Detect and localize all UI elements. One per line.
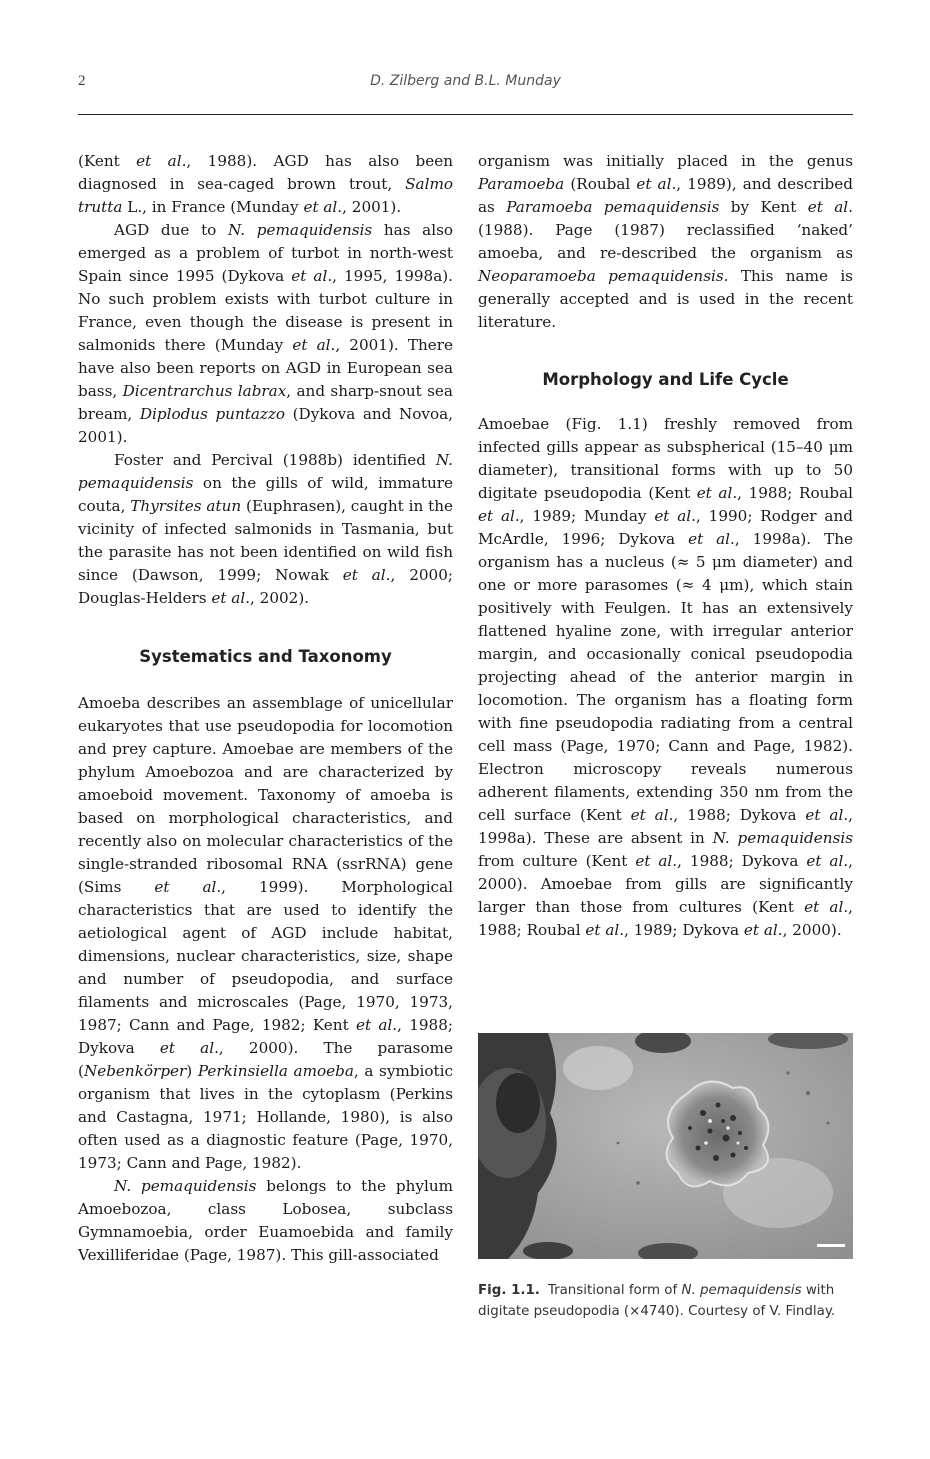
section-heading: Systematics and Taxonomy [139, 647, 392, 666]
text-run: ., 1989; Munday [514, 507, 655, 525]
micrograph-image [478, 1033, 853, 1259]
header-rule [78, 114, 853, 115]
text-run: ., 1998a). The organism has a nucleus (≈ 5 μm diameter) and one or more parasomes (≈ 4 μm), which stain positively with Feulgen. It has an extensively flattened hyaline zone, with irregular anterior margin, and occasionally conical pseudopodia projecting ahead of the anterior margin in locomotion. The organism has a floating form with fine pseudopodia radiating from a central cell mass (Page, 1970; Cann and Page, 1982). Electron microscopy reveals numerous adherent filaments, extending 350 nm from the cell surface (Kent [478, 530, 853, 824]
italic-text: N. pemaquidensis [114, 1177, 257, 1195]
text-run: (Roubal [564, 175, 637, 193]
text-run: from culture (Kent [478, 852, 636, 870]
italic-text: et al [806, 852, 844, 870]
text-run: ., 1988; Dykova [672, 852, 807, 870]
italic-text: Dicentrarchus labrax [122, 382, 287, 400]
italic-text: Diplodus puntazzo [139, 405, 286, 423]
body-paragraph [78, 219, 453, 449]
text-run: ., 1988; Dykova [668, 806, 806, 824]
text-run: ., 1989; Dykova [619, 921, 744, 939]
italic-text: et al [585, 921, 620, 939]
italic-text: et al [804, 898, 844, 916]
text-run: ., 2000). The parasome ( [78, 1039, 453, 1080]
italic-text: et al [743, 921, 778, 939]
italic-text: Perkinsiella amoeba [197, 1062, 354, 1080]
text-run: Amoebae (Fig. 1.1) freshly removed from infected gills appear as subspherical (15–40 μm diameter), transitional forms with up to 50 digitate pseudopodia (Kent [478, 415, 853, 502]
body-paragraph [478, 413, 853, 942]
text-run: Amoeba describes an assemblage of unicellular eukaryotes that use pseudopodia for locomotion and prey capture. Amoebae are members of the phylum Amoebozoa and are characterized by amoeboid movement. Taxonomy of amoeba is based on morphological characteristics, and recently also on molecular characteristics of the single-stranded ribosomal RNA (ssrRNA) gene (Sims [78, 694, 453, 896]
running-head [78, 73, 853, 95]
body-paragraph [78, 692, 453, 1175]
italic-text: N. pemaquidensis [712, 829, 853, 847]
caption-text-2: with digitate pseudopodia (×4740). Courtesy of V. Findlay. [478, 1283, 836, 1319]
italic-text: et al [303, 198, 338, 216]
text-run: ., 2000). [777, 921, 842, 939]
text-run: ., 1988). AGD has also been diagnosed in sea-caged brown trout, [78, 152, 453, 193]
italic-text: et al [291, 267, 328, 285]
text-run: by Kent [719, 198, 808, 216]
italic-text: Thyrsites atun [130, 497, 242, 515]
text-run: ) [186, 1062, 198, 1080]
body-paragraph [78, 1175, 453, 1267]
caption-text-1: Transitional form of [547, 1283, 682, 1298]
amoeba-cell [667, 1082, 769, 1187]
text-run: ., 2001). There have also been reports on AGD in European sea bass, [78, 336, 453, 400]
text-run: ., 2002). [245, 589, 310, 607]
italic-text: Nebenkörper [83, 1062, 187, 1080]
italic-text: et al [805, 806, 844, 824]
italic-text: et al [292, 336, 331, 354]
italic-text: et al [478, 507, 515, 525]
text-run: (Dykova and Novoa, 2001). [78, 405, 453, 446]
italic-text: et al [688, 530, 731, 548]
italic-text: et al [355, 1016, 393, 1034]
text-run: ., 1999). Morphological characteristics that are used to identify the aetiological agent of AGD include habitat, dimensions, nuclear characteristics, size, shape and number of pseudopodia, and surface filaments and microscales (Page, 1970, 1973, 1987; Cann and Page, 1982; Kent [78, 878, 453, 1034]
italic-text: et al [211, 589, 246, 607]
text-run: organism was initially placed in the genus [478, 152, 853, 170]
italic-text: Salmo trutta [78, 175, 453, 216]
text-run: . This name is generally accepted and is used in the recent literature. [478, 267, 853, 331]
italic-text: Paramoeba pemaquidensis [506, 198, 720, 216]
text-run: (Euphrasen), caught in the vicinity of infected salmonids in Tasmania, but the parasite has not been identified on wild fish since (Dawson, 1999; Nowak [78, 497, 453, 584]
text-run: ., 1990; Rodger and McArdle, 1996; Dykova [478, 507, 853, 548]
italic-text: et al [136, 152, 182, 170]
text-run: , a symbiotic organism that lives in the cytoplasm (Perkins and Castagna, 1971; Hollande, 1980), is also often used as a diagnostic feature (Page, 1970, 1973; Cann and Page, 1982). [78, 1062, 453, 1172]
text-run: ., 2000). Amoebae from gills are significantly larger than those from cultures (Kent [478, 852, 853, 916]
italic-text: N. pemaquidensis [227, 221, 373, 239]
text-run: ., 1995, 1998a). No such problem exists with turbot culture in France, even though the disease is present in salmonids there (Munday [78, 267, 453, 354]
body-paragraph [78, 150, 453, 219]
italic-text: Neoparamoeba pemaquidensis [478, 267, 724, 285]
body-paragraph [78, 449, 453, 610]
italic-text: et al [654, 507, 692, 525]
text-run: belongs to the phylum Amoebozoa, class Lobosea, subclass Gymnamoebia, order Euamoebida and family Vexilliferidae (Page, 1987). This gill-associated [78, 1177, 453, 1264]
caption-species: N. pemaquidensis [681, 1283, 802, 1298]
text-run: ., 1988; Roubal [478, 898, 853, 939]
section-heading: Morphology and Life Cycle [542, 370, 789, 389]
text-run: AGD due to [114, 221, 228, 239]
italic-text: Paramoeba [478, 175, 565, 193]
text-run: L., in France (Munday [122, 198, 304, 216]
italic-text: N. pemaquidensis [78, 451, 453, 492]
text-run: (Kent [78, 152, 137, 170]
figure-micrograph [478, 1033, 853, 1259]
page-number: 2 [78, 73, 86, 89]
italic-text: et al [630, 806, 669, 824]
text-run: , and sharp-snout sea bream, [78, 382, 453, 423]
text-run: ., 1998a). These are absent in [478, 806, 853, 847]
text-run: ., 2000; Douglas-Helders [78, 566, 453, 607]
right-column [478, 150, 853, 942]
text-run: has also emerged as a problem of turbot in north-west Spain since 1995 (Dykova [78, 221, 454, 285]
italic-text: et al [807, 198, 849, 216]
text-run: ., 1988; Dykova [78, 1016, 453, 1057]
left-column [78, 150, 453, 1267]
text-run: Foster and Percival (1988b) identified [114, 451, 436, 469]
scale-bar [817, 1244, 845, 1247]
body-paragraph [478, 150, 853, 334]
figure-label: Fig. 1.1. [478, 1283, 540, 1298]
figure-caption [478, 1280, 853, 1322]
italic-text: et al [636, 175, 672, 193]
italic-text: et al [159, 1039, 215, 1057]
text-run: on the gills of wild, immature couta, [78, 474, 453, 515]
italic-text: et al [154, 878, 217, 896]
italic-text: et al [342, 566, 386, 584]
text-run: ., 1989), and described as [478, 175, 853, 216]
italic-text: et al [696, 484, 733, 502]
running-title: D. Zilberg and B.L. Munday [370, 73, 561, 89]
text-run: . (1988). Page (1987) reclassified ‘naked’ amoeba, and re-described the organism as [478, 198, 853, 262]
text-run: ., 2001). [337, 198, 402, 216]
text-run: ., 1988; Roubal [732, 484, 853, 502]
italic-text: et al [635, 852, 673, 870]
